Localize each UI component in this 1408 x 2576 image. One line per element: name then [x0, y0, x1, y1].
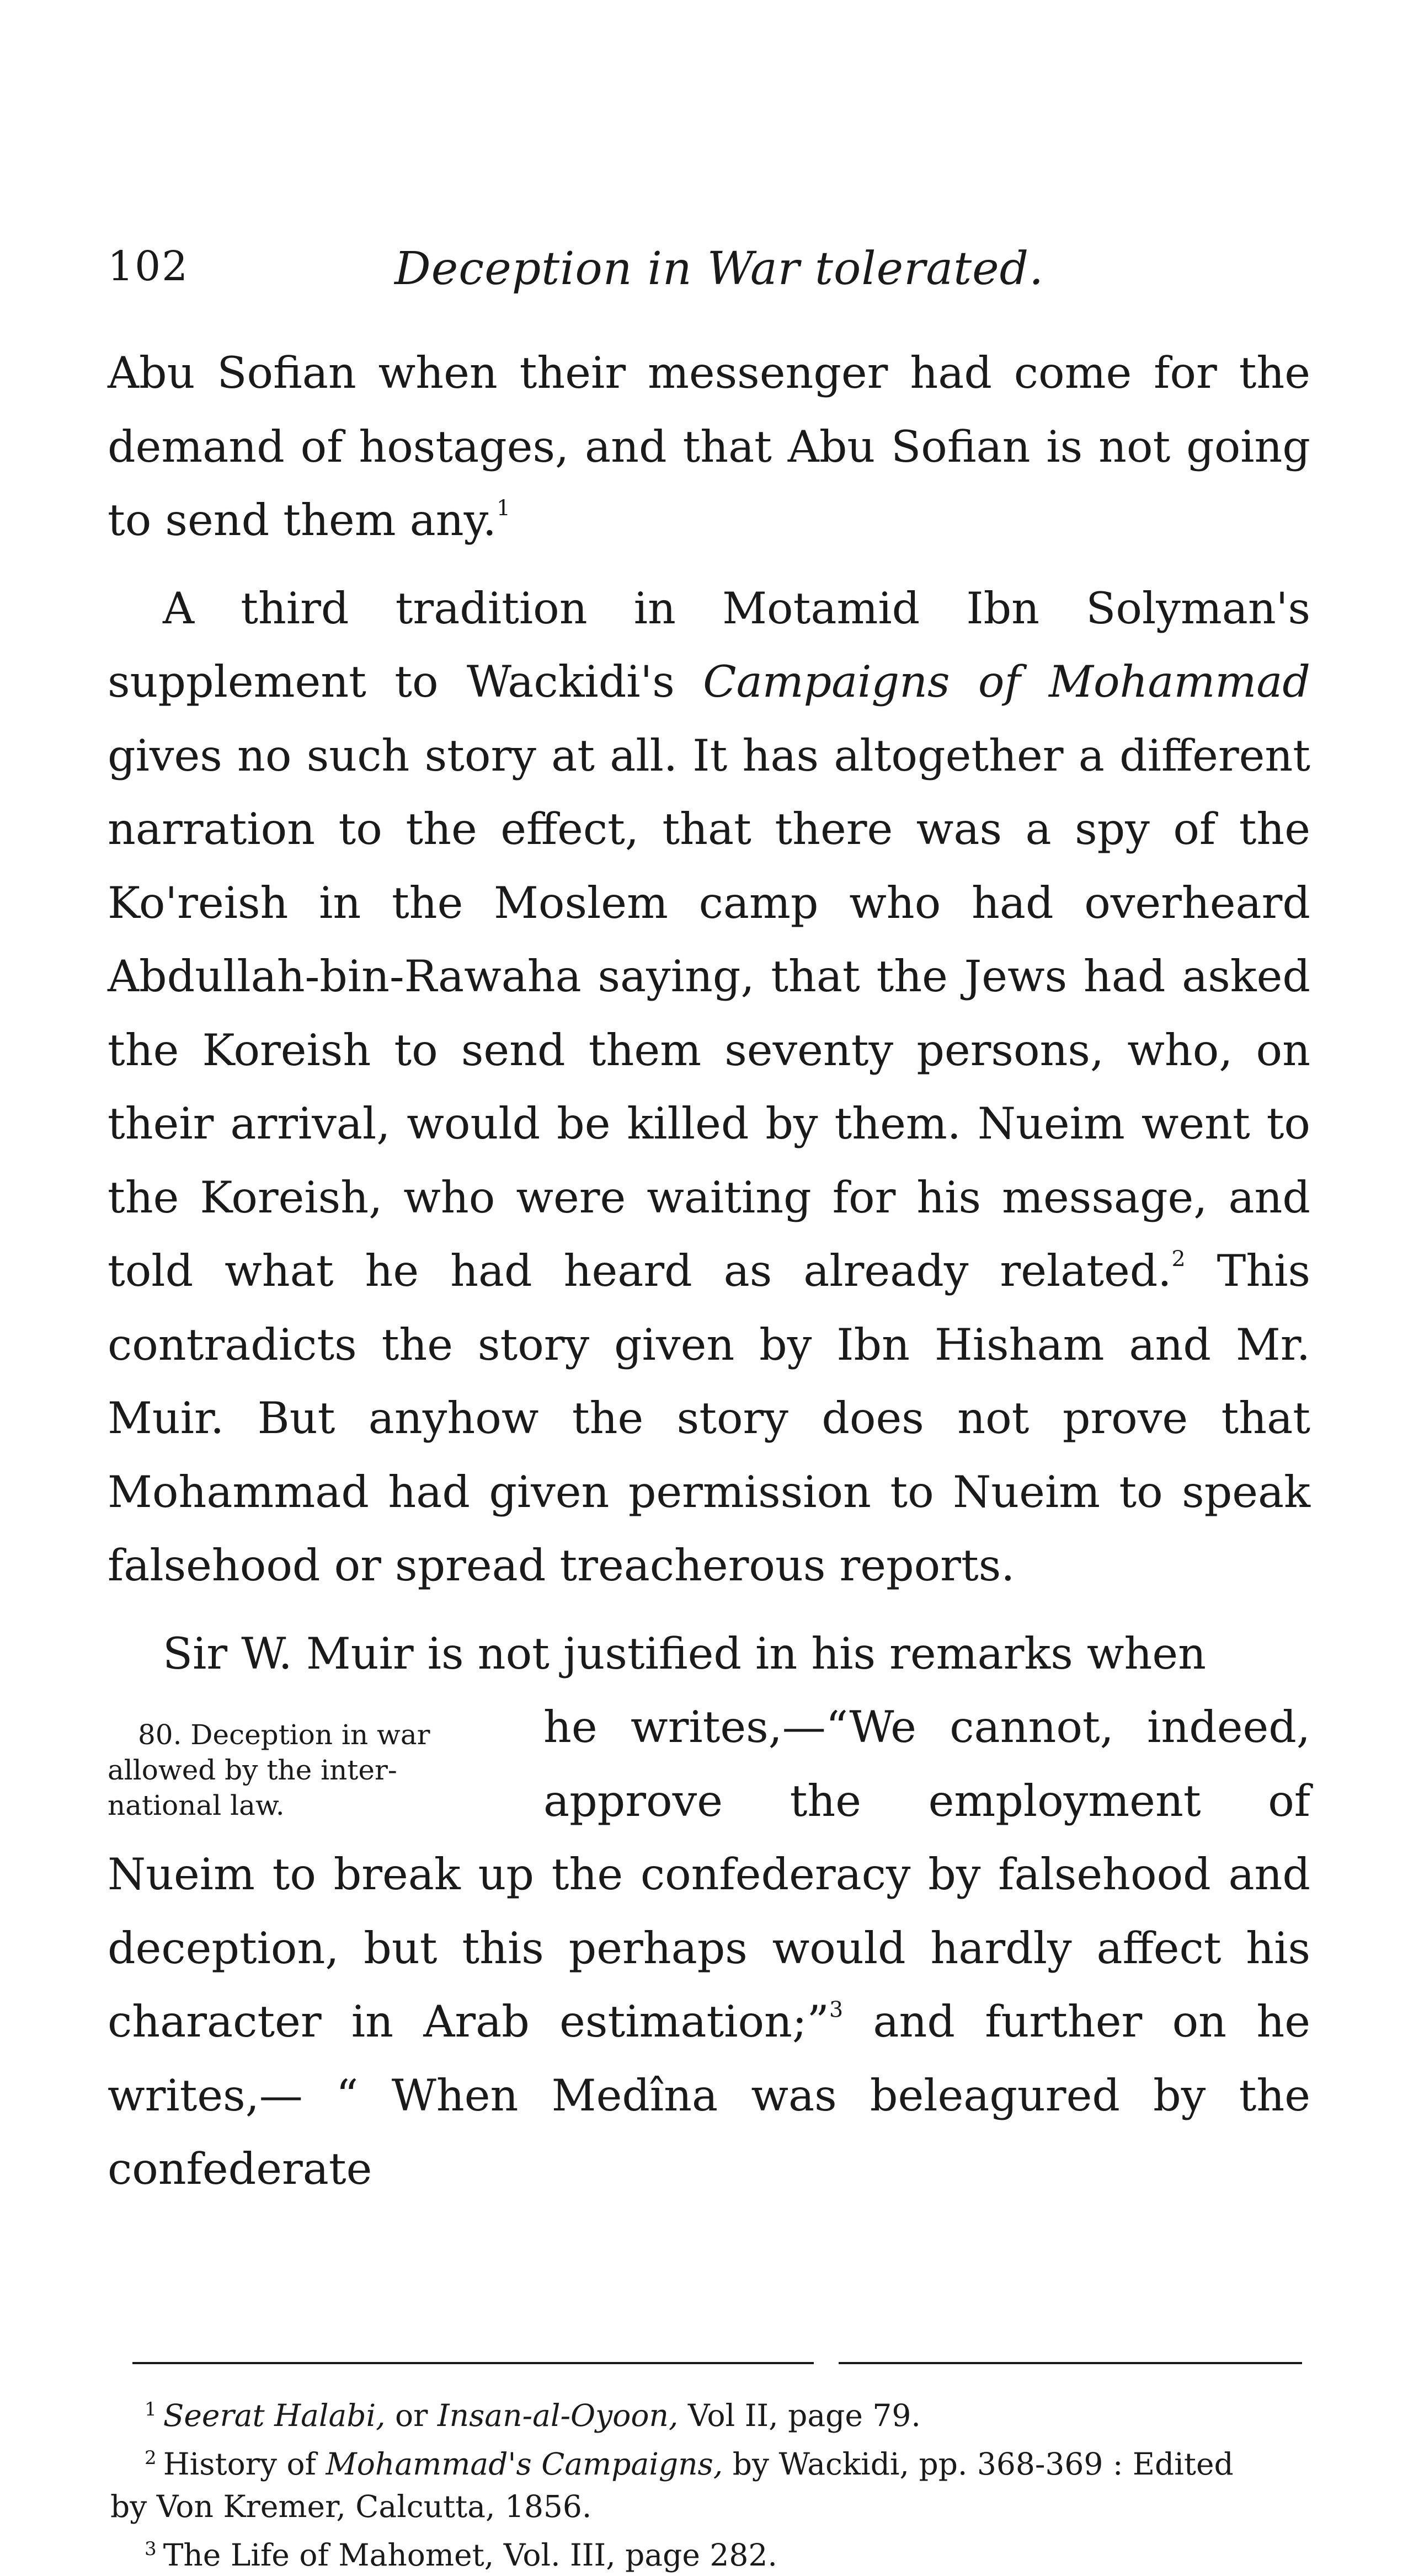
footnote-ref-2: 2	[1172, 1246, 1186, 1271]
paragraph-2: A third tradition in Motamid Ibn Solyman's supplement to Wackidi's Campaigns of Mohammad gives no such story at all. It has altogether a different narration to the effect, that there was a spy of the Ko'reish in the Moslem camp who had overheard Abdullah-bin-Rawaha saying, that the Jews had asked the Koreish to send them seventy persons, who, on their arrival, would be killed by them. Nueim went to the Koreish, who were waiting for his message, and told what he had heard as already related.$^2$ This contradicts the story given by Ibn Hisham and Mr. Muir. But anyhow the story does not prove that Mohammad had given permission to Nueim to speak falsehood or spread treacherous reports.	[108, 572, 1310, 1603]
margin-note: 80. Deception in war allowed by the inter- national law.	[108, 1717, 527, 1823]
paragraph-1: Abu Sofian when their messenger had come for the demand of hostages, and that Abu Sofian is not going to send them any.$^1$	[108, 336, 1310, 558]
work-title: Campaigns of Mohammad	[703, 656, 1310, 707]
footnotes	[110, 2388, 1324, 2576]
footnote-1: $^1$ Seerat Halabi, or Insan-al-Oyoon, Vol II, page 79.	[110, 2388, 1324, 2437]
footnote-2: $^2$ History of Mohammad's Campaigns, by Wackidi, pp. 368-369 : Edited	[110, 2437, 1324, 2486]
page-number: 102	[108, 243, 189, 290]
paragraph-3: 80. Deception in war allowed by the inter- national law. he writes,—“We cannot, indeed, approve the employment of Nueim to break up the confederacy by falsehood and deception, but this perhaps would hardly affect his character in Arab estimation;”$^3$ and further on he writes,— “ When Medîna was beleagured by the confederate	[108, 1691, 1310, 2206]
footnote-ref-1: 1	[497, 495, 510, 521]
paragraph-3-first-line: Sir W. Muir is not justified in his remarks when	[108, 1617, 1310, 1691]
footnote-ref-3: 3	[829, 1997, 843, 2022]
running-title: Deception in War tolerated.	[394, 243, 1044, 295]
footnote-rule	[839, 2362, 1302, 2364]
footnote-2-continued: by Von Kremer, Calcutta, 1856.	[110, 2486, 1324, 2528]
page-header	[108, 243, 1321, 303]
footnote-3: $^3$ The Life of Mahomet, Vol. III, page 282.	[110, 2528, 1324, 2576]
body-text	[108, 336, 1310, 2206]
footnote-rule	[132, 2362, 814, 2364]
